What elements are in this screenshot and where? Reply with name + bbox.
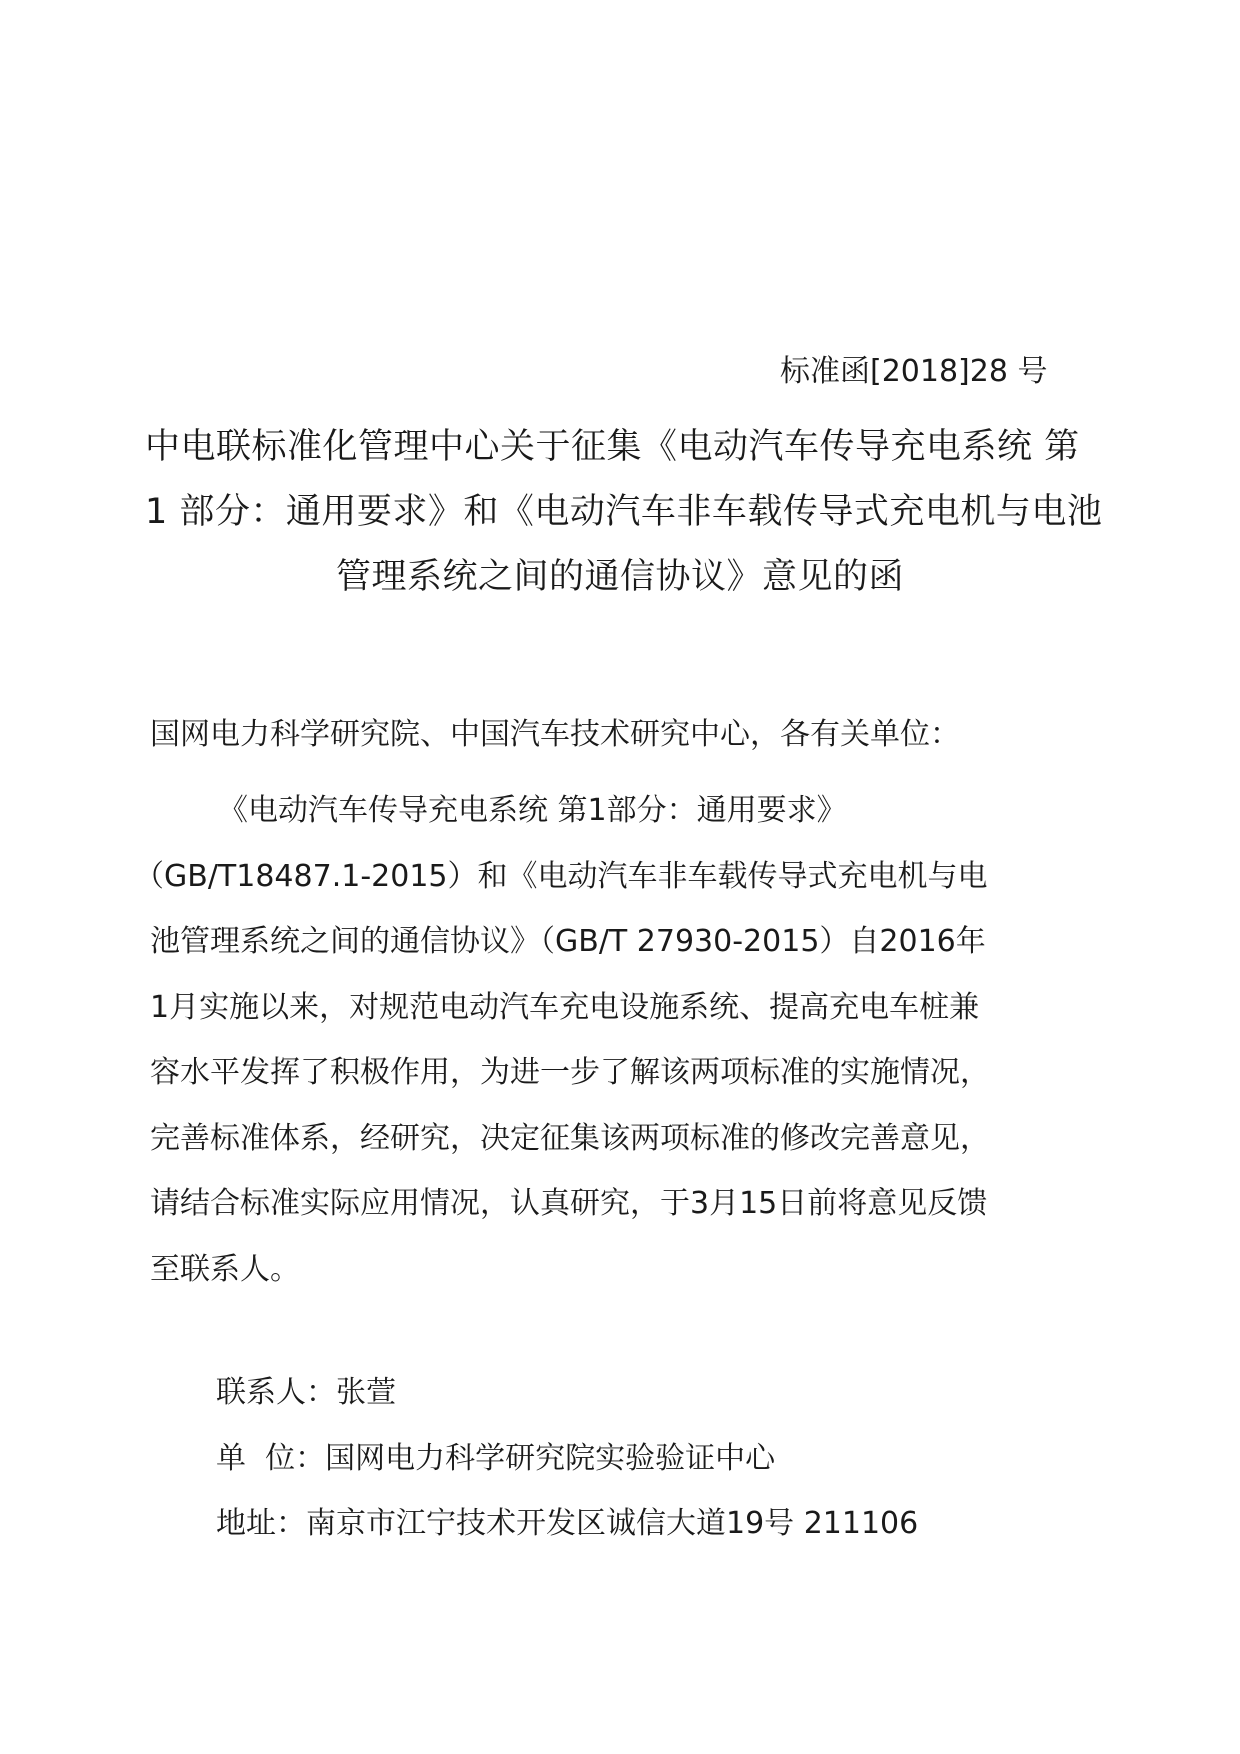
- document-title: [145, 415, 1103, 610]
- body-line-1: 《电动汽车传导充电系统 第1部分：通用要求》: [218, 793, 847, 828]
- body-line-4: 1月实施以来，对规范电动汽车充电设施系统、提高充电车桩兼: [150, 989, 980, 1025]
- title-line-2: 1 部分：通用要求》和《电动汽车非车载传导式充电机与电池: [145, 492, 1103, 532]
- document-number: 标准函[2018]28 号: [780, 354, 1048, 389]
- body-line-3: 池管理系统之间的通信协议》（GB/T 27930-2015）自2016年: [150, 924, 986, 959]
- body-line-6: 完善标准体系，经研究，决定征集该两项标准的修改完善意见，: [150, 1120, 990, 1156]
- salutation: 国网电力科学研究院、中国汽车技术研究中心，各有关单位：: [150, 717, 960, 752]
- contact-address: 地址：南京市江宁技术开发区诚信大道19号 211106: [216, 1506, 919, 1541]
- body-paragraph: [134, 778, 1100, 1302]
- contact-block: [216, 1360, 1096, 1557]
- body-line-8: 至联系人。: [150, 1251, 300, 1287]
- contact-unit: 单 位：国网电力科学研究院实验验证中心: [216, 1440, 776, 1476]
- body-line-5: 容水平发挥了积极作用，为进一步了解该两项标准的实施情况，: [150, 1055, 990, 1090]
- contact-person: 联系人：张萱: [216, 1375, 396, 1410]
- body-line-7: 请结合标准实际应用情况，认真研究，于3月15日前将意见反馈: [150, 1186, 988, 1221]
- title-line-3: 管理系统之间的通信协议》意见的函: [335, 557, 904, 597]
- title-line-1: 中电联标准化管理中心关于征集《电动汽车传导充电系统 第: [145, 427, 1080, 467]
- body-line-2: （GB/T18487.1-2015）和《电动汽车非车载传导式充电机与电: [134, 858, 988, 894]
